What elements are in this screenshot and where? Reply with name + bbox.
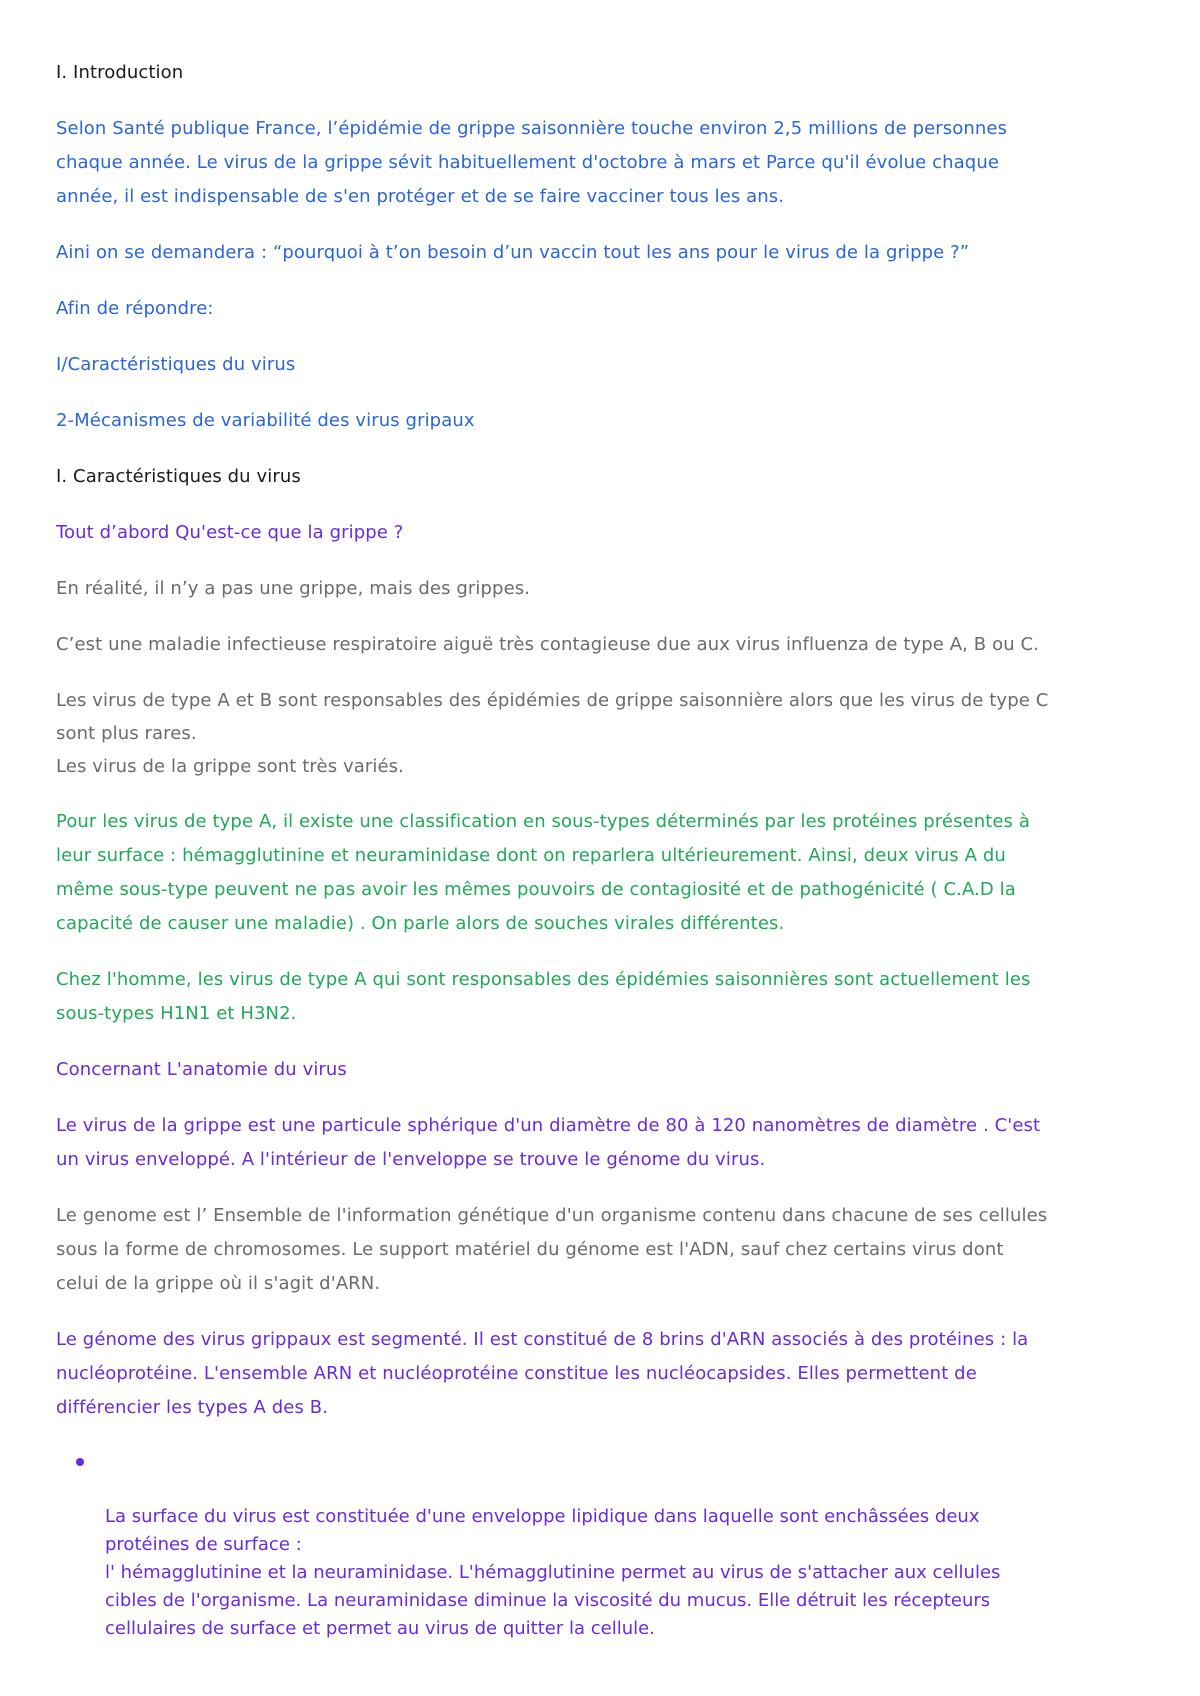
paragraph-genome-definition: Le genome est l’ Ensemble de l'information génétique d'un organisme contenu dans chacune de ses cellules sous la forme de chromosomes. Le support matériel du génome est l'ADN, sauf chez certains virus dont celui de la grippe où il s'agit d'ARN.: [56, 1205, 1048, 1294]
list-item: [56, 1447, 1144, 1643]
paragraph-disease: C’est une maladie infectieuse respiratoire aiguë très contagieuse due aux virus influenza de type A, B ou C.: [56, 634, 1040, 655]
heading-characteristics: I. Caractéristiques du virus: [56, 466, 301, 487]
plan-intro: Afin de répondre:: [56, 298, 214, 319]
subheading-anatomy: Concernant L'anatomie du virus: [56, 1059, 347, 1080]
paragraph-not-one-flu: En réalité, il n’y a pas une grippe, mais des grippes.: [56, 578, 531, 599]
bullet-list: [56, 1447, 1144, 1643]
paragraph-human-subtypes: Chez l'homme, les virus de type A qui sont responsables des épidémies saisonnières sont actuellement les sous-types H1N1 et H3N2.: [56, 969, 1031, 1024]
bullet-surface-text: La surface du virus est constituée d'une enveloppe lipidique dans laquelle sont enchâssées deux protéines de surface : l' hémagglutinine et la neuraminidase. L'hémagglutinine permet au virus de s'attacher aux cellules cibles de l'organisme. La neuraminidase diminue la viscosité du mucus. Elle détruit les récepteurs cellulaires de surface et permet au virus de quitter la cellule.: [105, 1506, 1001, 1639]
plan-item-1: I/Caractéristiques du virus: [56, 354, 296, 375]
problem-question: Aini on se demandera : “pourquoi à t’on besoin d’un vaccin tout les ans pour le virus de la grippe ?”: [56, 242, 970, 263]
bullet-dot-icon: [76, 1458, 84, 1466]
paragraph-virus-types: Les virus de type A et B sont responsables des épidémies de grippe saisonnière alors que les virus de type C sont plus rares. Les virus de la grippe sont très variés.: [56, 690, 1049, 777]
paragraph-particle: Le virus de la grippe est une particule sphérique d'un diamètre de 80 à 120 nanomètres de diamètre . C'est un virus enveloppé. A l'intérieur de l'enveloppe se trouve le génome du virus.: [56, 1115, 1041, 1170]
intro-paragraph: Selon Santé publique France, l’épidémie de grippe saisonnière touche environ 2,5 millions de personnes chaque année. Le virus de la grippe sévit habituellement d'octobre à mars et Parce qu'il évolue chaque année, il est indispensable de s'en protéger et de se faire vacciner tous les ans.: [56, 118, 1008, 207]
paragraph-segmented-genome: Le génome des virus grippaux est segmenté. Il est constitué de 8 brins d'ARN associés à des protéines : la nucléoprotéine. L'ensemble ARN et nucléoprotéine constitue les nucléocapsides. Elles permettent de différencier les types A des B.: [56, 1329, 1029, 1418]
paragraph-type-a-classification: Pour les virus de type A, il existe une classification en sous-types déterminés par les protéines présentes à leur surface : hémagglutinine et neuraminidase dont on reparlera ultérieurement. Ainsi, deux virus A du même sous-type peuvent ne pas avoir les mêmes pouvoirs de contagiosité et de pathogénicité ( C.A.D la capacité de causer une maladie) . On parle alors de souches virales différentes.: [56, 811, 1030, 934]
subheading-what-is-flu: Tout d’abord Qu'est-ce que la grippe ?: [56, 522, 404, 543]
heading-introduction: I. Introduction: [56, 62, 184, 83]
plan-item-2: 2-Mécanismes de variabilité des virus gripaux: [56, 410, 475, 431]
